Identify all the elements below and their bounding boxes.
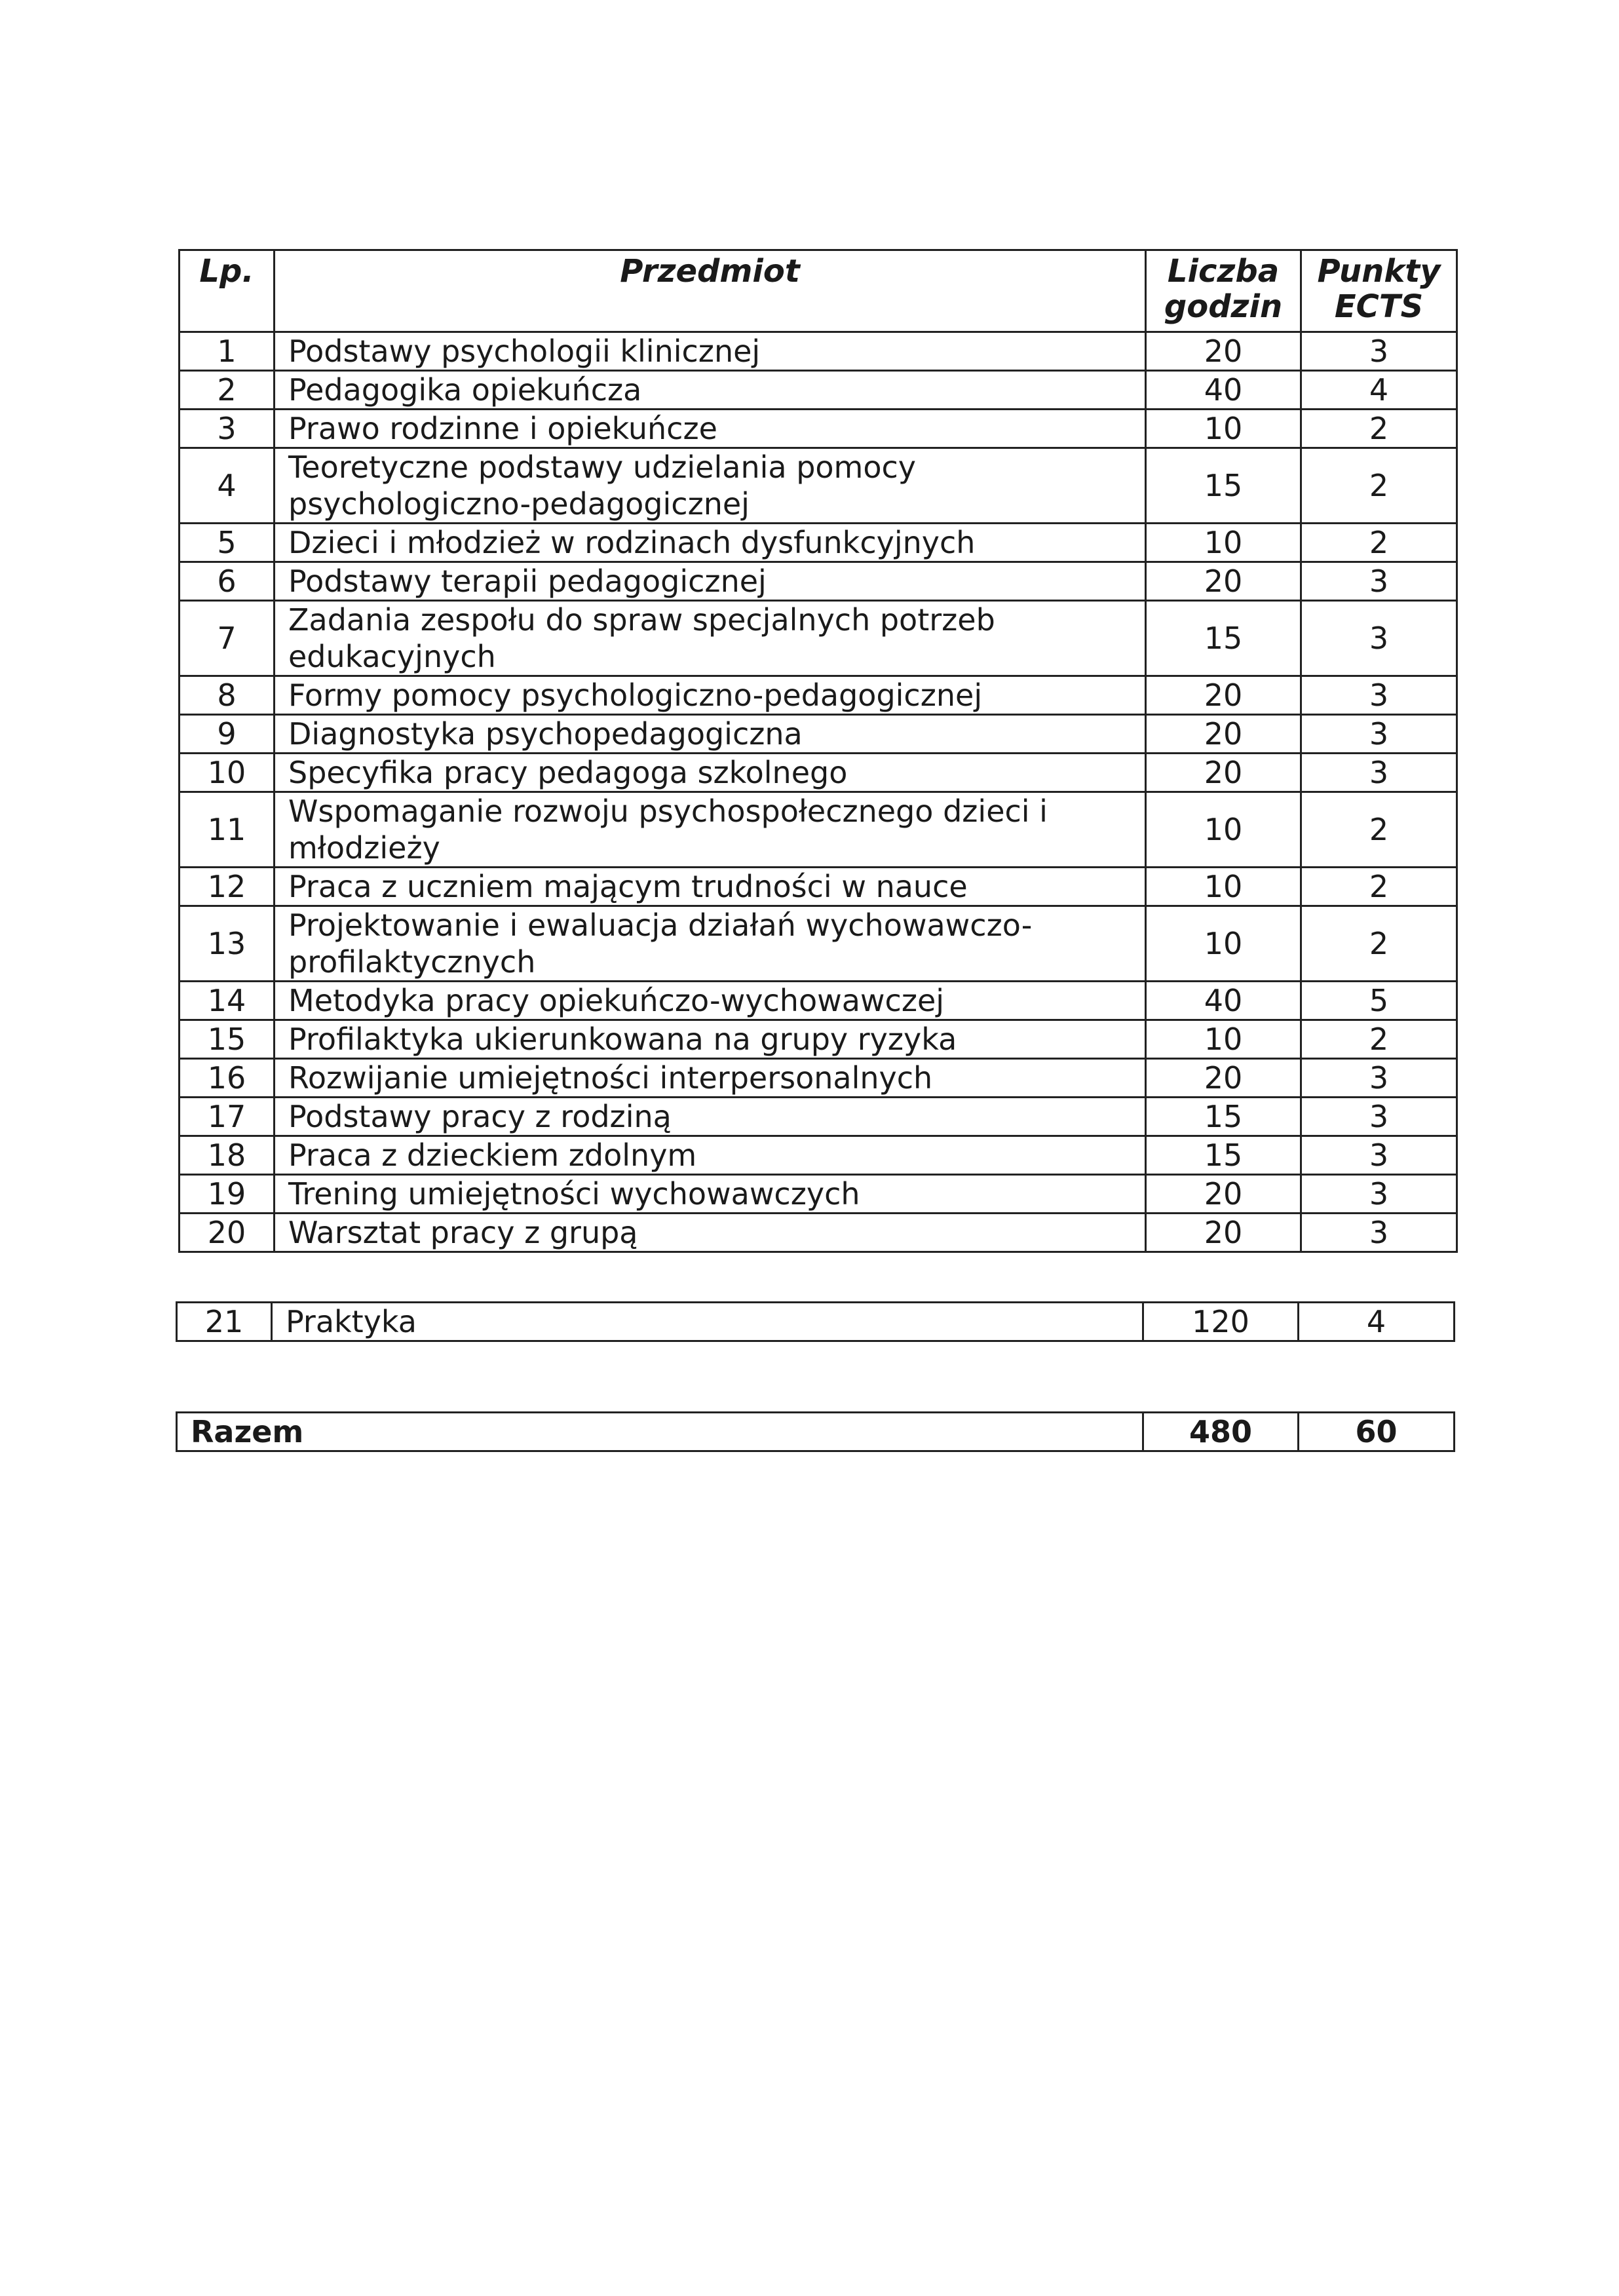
row-lp: 3 xyxy=(180,410,275,448)
row-subject: Metodyka pracy opiekuńczo-wychowawczej xyxy=(275,982,1146,1020)
row-hours: 10 xyxy=(1146,1020,1301,1059)
row-subject: Teoretyczne podstawy udzielania pomocy psychologiczno-pedagogicznej xyxy=(275,448,1146,524)
row-ects: 2 xyxy=(1301,906,1457,982)
table-row xyxy=(180,676,1457,715)
total-row xyxy=(177,1413,1455,1451)
row-lp: 17 xyxy=(180,1098,275,1136)
practice-row xyxy=(177,1303,1455,1341)
row-lp: 14 xyxy=(180,982,275,1020)
row-hours: 40 xyxy=(1146,371,1301,410)
row-hours: 20 xyxy=(1146,676,1301,715)
row-subject: Trening umiejętności wychowawczych xyxy=(275,1175,1146,1214)
row-ects: 3 xyxy=(1301,332,1457,371)
row-subject: Profilaktyka ukierunkowana na grupy ryzyka xyxy=(275,1020,1146,1059)
row-lp: 10 xyxy=(180,754,275,792)
row-subject: Podstawy pracy z rodziną xyxy=(275,1098,1146,1136)
table-row xyxy=(180,868,1457,906)
row-ects: 3 xyxy=(1301,676,1457,715)
row-hours: 20 xyxy=(1146,1175,1301,1214)
total-hours: 480 xyxy=(1143,1413,1299,1451)
row-ects: 3 xyxy=(1301,1059,1457,1098)
row-hours: 20 xyxy=(1146,754,1301,792)
table-row xyxy=(180,1214,1457,1252)
row-ects: 3 xyxy=(1301,1098,1457,1136)
row-lp: 16 xyxy=(180,1059,275,1098)
table-row xyxy=(180,601,1457,676)
practice-hours: 120 xyxy=(1143,1303,1299,1341)
row-hours: 40 xyxy=(1146,982,1301,1020)
row-subject: Podstawy psychologii klinicznej xyxy=(275,332,1146,371)
row-hours: 20 xyxy=(1146,1214,1301,1252)
row-lp: 12 xyxy=(180,868,275,906)
row-subject: Warsztat pracy z grupą xyxy=(275,1214,1146,1252)
row-ects: 3 xyxy=(1301,1214,1457,1252)
row-lp: 18 xyxy=(180,1136,275,1175)
table-row xyxy=(180,562,1457,601)
row-lp: 20 xyxy=(180,1214,275,1252)
row-lp: 2 xyxy=(180,371,275,410)
row-subject: Zadania zespołu do spraw specjalnych potrzeb edukacyjnych xyxy=(275,601,1146,676)
row-lp: 13 xyxy=(180,906,275,982)
row-lp: 7 xyxy=(180,601,275,676)
row-lp: 6 xyxy=(180,562,275,601)
header-lp: Lp. xyxy=(180,250,275,332)
row-hours: 10 xyxy=(1146,906,1301,982)
table-row xyxy=(180,982,1457,1020)
row-subject: Projektowanie i ewaluacja działań wychowawczo-profilaktycznych xyxy=(275,906,1146,982)
row-lp: 15 xyxy=(180,1020,275,1059)
row-ects: 2 xyxy=(1301,410,1457,448)
row-hours: 10 xyxy=(1146,868,1301,906)
total-label: Razem xyxy=(177,1413,1143,1451)
row-ects: 2 xyxy=(1301,868,1457,906)
row-lp: 1 xyxy=(180,332,275,371)
row-lp: 4 xyxy=(180,448,275,524)
row-ects: 3 xyxy=(1301,754,1457,792)
table-row xyxy=(180,332,1457,371)
row-hours: 15 xyxy=(1146,1098,1301,1136)
table-row xyxy=(180,1175,1457,1214)
row-lp: 8 xyxy=(180,676,275,715)
row-hours: 20 xyxy=(1146,332,1301,371)
row-lp: 5 xyxy=(180,524,275,562)
row-hours: 15 xyxy=(1146,601,1301,676)
row-hours: 20 xyxy=(1146,715,1301,754)
row-ects: 3 xyxy=(1301,1136,1457,1175)
row-hours: 15 xyxy=(1146,1136,1301,1175)
row-ects: 3 xyxy=(1301,715,1457,754)
table-row xyxy=(180,524,1457,562)
table-row xyxy=(180,448,1457,524)
row-hours: 10 xyxy=(1146,524,1301,562)
row-ects: 2 xyxy=(1301,448,1457,524)
row-ects: 2 xyxy=(1301,524,1457,562)
row-ects: 5 xyxy=(1301,982,1457,1020)
row-hours: 20 xyxy=(1146,1059,1301,1098)
row-ects: 3 xyxy=(1301,601,1457,676)
table-row xyxy=(180,754,1457,792)
row-hours: 10 xyxy=(1146,410,1301,448)
practice-subject: Praktyka xyxy=(272,1303,1143,1341)
practice-table xyxy=(176,1301,1455,1342)
table-row xyxy=(180,410,1457,448)
row-subject: Praca z dzieckiem zdolnym xyxy=(275,1136,1146,1175)
table-row xyxy=(180,1059,1457,1098)
row-subject: Wspomaganie rozwoju psychospołecznego dzieci i młodzieży xyxy=(275,792,1146,868)
header-ects: Punkty ECTS xyxy=(1301,250,1457,332)
row-ects: 2 xyxy=(1301,1020,1457,1059)
row-lp: 9 xyxy=(180,715,275,754)
row-subject: Specyfika pracy pedagoga szkolnego xyxy=(275,754,1146,792)
table-row xyxy=(180,792,1457,868)
table-row xyxy=(180,371,1457,410)
row-subject: Podstawy terapii pedagogicznej xyxy=(275,562,1146,601)
row-subject: Pedagogika opiekuńcza xyxy=(275,371,1146,410)
row-subject: Dzieci i młodzież w rodzinach dysfunkcyjnych xyxy=(275,524,1146,562)
row-hours: 15 xyxy=(1146,448,1301,524)
row-ects: 4 xyxy=(1301,371,1457,410)
total-ects: 60 xyxy=(1299,1413,1455,1451)
row-subject: Prawo rodzinne i opiekuńcze xyxy=(275,410,1146,448)
row-hours: 20 xyxy=(1146,562,1301,601)
practice-lp: 21 xyxy=(177,1303,272,1341)
table-row xyxy=(180,906,1457,982)
table-row xyxy=(180,1020,1457,1059)
row-ects: 3 xyxy=(1301,1175,1457,1214)
practice-ects: 4 xyxy=(1299,1303,1455,1341)
row-subject: Praca z uczniem mającym trudności w nauce xyxy=(275,868,1146,906)
row-hours: 10 xyxy=(1146,792,1301,868)
row-subject: Diagnostyka psychopedagogiczna xyxy=(275,715,1146,754)
total-table xyxy=(176,1411,1455,1452)
header-subject: Przedmiot xyxy=(275,250,1146,332)
table-row xyxy=(180,1136,1457,1175)
table-row xyxy=(180,715,1457,754)
table-header-row xyxy=(180,250,1457,332)
row-ects: 3 xyxy=(1301,562,1457,601)
curriculum-table xyxy=(178,249,1458,1253)
row-ects: 2 xyxy=(1301,792,1457,868)
row-lp: 19 xyxy=(180,1175,275,1214)
header-hours: Liczba godzin xyxy=(1146,250,1301,332)
row-subject: Rozwijanie umiejętności interpersonalnych xyxy=(275,1059,1146,1098)
row-subject: Formy pomocy psychologiczno-pedagogicznej xyxy=(275,676,1146,715)
row-lp: 11 xyxy=(180,792,275,868)
table-row xyxy=(180,1098,1457,1136)
